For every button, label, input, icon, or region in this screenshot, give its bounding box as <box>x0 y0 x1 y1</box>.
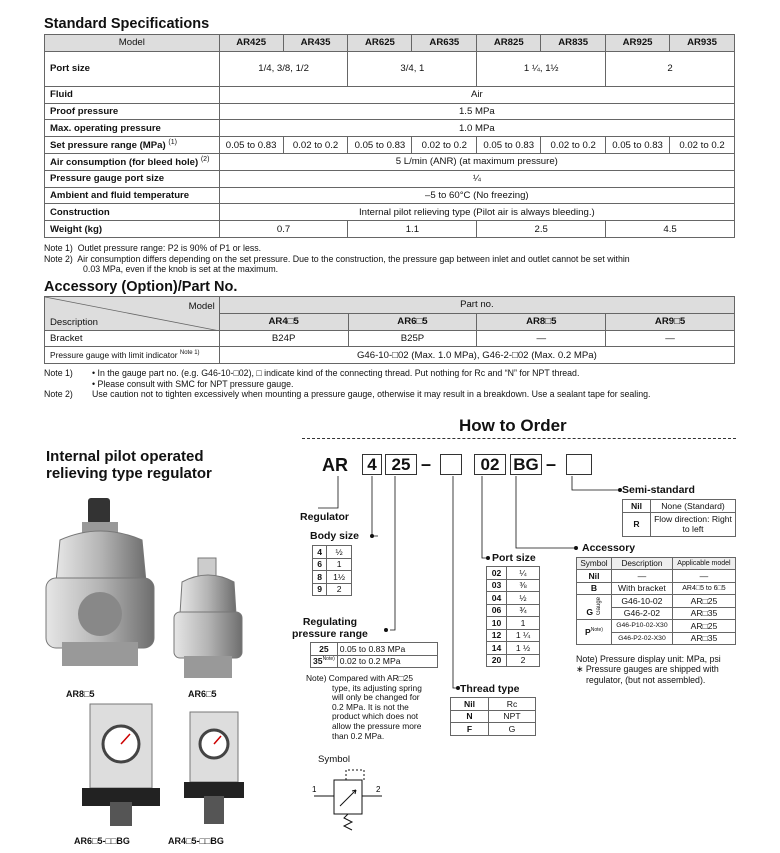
model-col: AR4□5 <box>219 313 348 330</box>
table-row <box>313 546 352 559</box>
cell: Nil <box>451 698 489 711</box>
cell: None (Standard) <box>651 500 736 513</box>
cell: B24P <box>219 330 348 347</box>
note-text: Air consumption differs depending on the set pressure. Due to the construction, the pressure gap between inlet and outlet cannot be set within <box>77 253 630 264</box>
note-line: will only be changed for <box>332 692 420 703</box>
port-size-table <box>486 566 540 667</box>
note-text: Outlet pressure range: P2 is 90% of P1 or less. <box>77 243 262 253</box>
cell: 0.05 to 0.83 MPa <box>337 643 437 656</box>
table-row <box>45 86 735 103</box>
table-row <box>311 655 438 668</box>
table-row <box>45 120 735 137</box>
cell: 20 <box>487 654 507 667</box>
note-tag: Note 1) <box>44 243 73 253</box>
cell: Nil <box>577 570 612 583</box>
thread-type-label: Thread type <box>460 683 520 695</box>
cell: ½ <box>507 592 540 605</box>
ar4-bg-product-image <box>182 710 246 828</box>
note-line: Note) Compared with AR□25 <box>306 673 414 683</box>
table-row <box>451 723 536 736</box>
cell <box>311 655 338 668</box>
pressure-range-label <box>292 616 368 640</box>
model-col: AR825 <box>477 35 541 52</box>
cell: AR□25 <box>672 620 735 633</box>
code-port-size: 02 <box>474 454 506 475</box>
cell: 02 <box>487 567 507 580</box>
accessory-code-label: Accessory <box>582 542 636 554</box>
ar6-bg-product-image <box>78 702 166 828</box>
model-col: AR9□5 <box>606 313 735 330</box>
port-size-label: Port size <box>492 552 536 564</box>
table-row <box>311 643 438 656</box>
ar8-product-image <box>42 492 160 682</box>
code-dash: – <box>421 454 432 474</box>
row-label <box>45 137 220 154</box>
cell: 1.1 <box>348 221 477 238</box>
table-row <box>487 617 540 630</box>
note-tag: Note 2) <box>44 253 73 264</box>
cell: AR4□5 to 6□5 <box>672 582 735 595</box>
cell: 4.5 <box>606 221 735 238</box>
thread-type-table <box>450 697 536 736</box>
cell: Rc <box>489 698 536 711</box>
cell: 2 <box>327 583 352 596</box>
cell: 10 <box>487 617 507 630</box>
cell: 0.02 to 0.2 MPa <box>337 655 437 668</box>
cell: –5 to 60°C (No freezing) <box>219 187 734 204</box>
cell: 0.02 to 0.2 <box>412 137 477 154</box>
model-col: AR8□5 <box>477 313 606 330</box>
cell: ⅜ <box>507 579 540 592</box>
table-row <box>45 221 735 238</box>
desc-model-header <box>45 297 220 331</box>
cell: R <box>623 512 651 536</box>
table-row <box>313 558 352 571</box>
cell: 0.05 to 0.83 <box>348 137 412 154</box>
cell <box>577 620 612 645</box>
code-dash: – <box>546 454 557 474</box>
note-line: than 0.2 MPa. <box>332 730 385 741</box>
cell: 14 <box>487 642 507 655</box>
cell: With bracket <box>611 582 672 595</box>
note-line: allow the pressure more <box>332 720 422 731</box>
cell: 1.5 MPa <box>219 103 734 120</box>
table-row <box>623 512 736 536</box>
row-label <box>45 153 220 170</box>
how-to-order-rule <box>302 438 736 439</box>
header: Symbol <box>577 558 612 570</box>
model-label: Model <box>188 301 215 312</box>
cell: G46-P10-02-X30 <box>611 620 672 633</box>
cell: ¼ <box>219 170 734 187</box>
label-text: Set pressure range (MPa) <box>50 140 166 152</box>
cell: 12 <box>487 629 507 642</box>
table-row <box>313 583 352 596</box>
cell: 0.02 to 0.2 <box>670 137 735 154</box>
cell: 1 <box>507 617 540 630</box>
gauge-word: Gauge <box>595 596 602 615</box>
note-text: 0.03 MPa, even if the knob is set at the maximum. <box>83 264 279 275</box>
cell: ¾ <box>507 604 540 617</box>
cell: 0.02 to 0.2 <box>283 137 348 154</box>
model-col: AR935 <box>670 35 735 52</box>
table-row <box>577 558 736 570</box>
table-row <box>577 620 736 633</box>
table-row <box>45 103 735 120</box>
model-col: AR6□5 <box>348 313 477 330</box>
cell: Air <box>219 86 734 103</box>
label-line: Regulating <box>302 616 358 628</box>
cell: 6 <box>313 558 327 571</box>
cell: — <box>606 330 735 347</box>
regulator-symbol-diagram <box>310 768 390 832</box>
row-label <box>45 347 220 364</box>
cell: B <box>577 582 612 595</box>
row-label: Pressure gauge port size <box>45 170 220 187</box>
cell: 5 L/min (ANR) (at maximum pressure) <box>219 153 734 170</box>
how-to-order-title: How to Order <box>455 416 571 436</box>
note-text: • In the gauge part no. (e.g. G46-10-□02), □ indicate kind of the connecting thread. Put nothing for Rc and “N” for NPT thread. <box>92 368 580 378</box>
cell: AR□35 <box>672 632 735 645</box>
product-caption: AR8□5 <box>66 689 95 699</box>
code-text: G <box>586 607 594 617</box>
ar6-product-image <box>172 556 244 684</box>
cell: G46-10-02 <box>611 595 672 608</box>
cell: 1 ¼, 1½ <box>477 51 606 86</box>
cell: B25P <box>348 330 477 347</box>
note-ref: (2) <box>200 155 210 163</box>
cell: 0.05 to 0.83 <box>477 137 541 154</box>
code-pressure-range: 25 <box>385 454 417 475</box>
note-line: product which does not <box>332 711 419 722</box>
table-row <box>45 170 735 187</box>
cell: — <box>672 570 735 583</box>
model-col: AR625 <box>348 35 412 52</box>
cell: AR□25 <box>672 595 735 608</box>
note-line: regulator, (but not assembled). <box>586 674 706 685</box>
spec-title: Standard Specifications <box>44 16 210 32</box>
semi-standard-table <box>622 499 736 537</box>
table-row <box>487 592 540 605</box>
model-col: AR435 <box>283 35 348 52</box>
cell: AR□35 <box>672 607 735 620</box>
cell: 0.05 to 0.83 <box>606 137 670 154</box>
regulator-label: Regulator <box>300 511 350 523</box>
cell: G46-2-02 <box>611 607 672 620</box>
body-size-label: Body size <box>310 530 360 542</box>
table-row <box>577 582 736 595</box>
cell: ¼ <box>507 567 540 580</box>
cell: G <box>489 723 536 736</box>
note-line: type, its adjusting spring <box>332 682 422 693</box>
note-line: 0.2 MPa. It is not the <box>332 701 409 712</box>
body-size-table <box>312 545 352 596</box>
cell: 2 <box>507 654 540 667</box>
table-row <box>577 595 736 608</box>
table-row <box>487 567 540 580</box>
note-text: Use caution not to tighten excessively when mounting a pressure gauge, otherwise it may result in a breakdown. Use a sealant tape for sealing. <box>92 389 651 400</box>
accessory-table <box>44 296 735 364</box>
header: Applicable model <box>672 558 735 570</box>
row-label: Proof pressure <box>45 103 220 120</box>
row-label: Max. operating pressure <box>45 120 220 137</box>
cell: 1.0 MPa <box>219 120 734 137</box>
table-row <box>487 654 540 667</box>
label-text: Pressure gauge with limit indicator <box>50 350 178 361</box>
table-row <box>487 604 540 617</box>
cell: — <box>477 330 606 347</box>
pressure-range-note <box>306 674 438 741</box>
cell: ½ <box>327 546 352 559</box>
cell: 1/4, 3/8, 1/2 <box>219 51 348 86</box>
accessory-title: Accessory (Option)/Part No. <box>44 279 238 295</box>
table-row <box>45 330 735 347</box>
cell: 1 <box>327 558 352 571</box>
cell: Nil <box>623 500 651 513</box>
table-row <box>577 570 736 583</box>
table-row <box>45 204 735 221</box>
table-row <box>623 500 736 513</box>
cell: 2.5 <box>477 221 606 238</box>
port-1-label: 1 <box>312 785 317 794</box>
row-label: Weight (kg) <box>45 221 220 238</box>
table-row <box>45 51 735 86</box>
note-ref: Note) <box>590 627 603 634</box>
code-prefix: AR <box>322 455 348 475</box>
cell <box>577 595 612 620</box>
title-line: Internal pilot operated <box>46 448 204 465</box>
port-2-label: 2 <box>376 785 381 794</box>
cell: 2 <box>606 51 735 86</box>
table-row <box>487 579 540 592</box>
row-label: Construction <box>45 204 220 221</box>
table-row <box>45 347 735 364</box>
cell: 04 <box>487 592 507 605</box>
partno-header: Part no. <box>219 297 734 314</box>
code-text: 35 <box>313 656 323 667</box>
cell: 9 <box>313 583 327 596</box>
table-row <box>313 571 352 584</box>
cell: 1 ½ <box>507 642 540 655</box>
semi-standard-label: Semi-standard <box>622 484 695 496</box>
cell: G46-P2-02-X30 <box>611 632 672 645</box>
cell: 06 <box>487 604 507 617</box>
cell: G46-10-□02 (Max. 1.0 MPa), G46-2-□02 (Max. 0.2 MPa) <box>219 347 734 364</box>
cell: 25 <box>311 643 338 656</box>
table-row <box>45 153 735 170</box>
code-accessory: BG <box>510 454 542 475</box>
code-text: P <box>584 627 591 637</box>
table-row <box>45 137 735 154</box>
cell: 03 <box>487 579 507 592</box>
cell: 4 <box>313 546 327 559</box>
pressure-range-table <box>310 642 438 668</box>
accessory-code-table <box>576 557 736 645</box>
label-line: pressure range <box>292 628 368 640</box>
accessory-code-notes <box>576 654 721 685</box>
product-caption: AR4□5-□□BG <box>168 836 224 846</box>
accessory-notes <box>44 368 764 400</box>
cell: 0.02 to 0.2 <box>541 137 606 154</box>
cell: 8 <box>313 571 327 584</box>
note-tag: Note 2) <box>44 389 73 400</box>
cell: 0.05 to 0.83 <box>219 137 283 154</box>
table-row <box>45 35 735 52</box>
table-row <box>487 642 540 655</box>
model-header: Model <box>45 35 220 52</box>
cell: Internal pilot relieving type (Pilot air is always bleeding.) <box>219 204 734 221</box>
table-row <box>45 297 735 314</box>
model-col: AR835 <box>541 35 606 52</box>
cell: N <box>451 710 489 723</box>
cell: 0.7 <box>219 221 348 238</box>
note-ref: Note) <box>322 656 335 663</box>
model-col: AR635 <box>412 35 477 52</box>
note-ref: Note 1) <box>179 350 200 357</box>
note-text: • Please consult with SMC for NPT pressure gauge. <box>92 378 294 389</box>
cell: F <box>451 723 489 736</box>
cell: NPT <box>489 710 536 723</box>
symbol-label: Symbol <box>318 754 350 765</box>
cell: 1½ <box>327 571 352 584</box>
code-body-size: 4 <box>362 454 382 475</box>
cell: — <box>611 570 672 583</box>
table-row <box>45 187 735 204</box>
row-label: Port size <box>45 51 220 86</box>
title-line: relieving type regulator <box>46 465 212 482</box>
spec-notes <box>44 243 744 275</box>
product-title <box>46 448 212 482</box>
label-text: Air consumption (for bleed hole) <box>50 156 199 168</box>
cell: 1 ¼ <box>507 629 540 642</box>
desc-label: Description <box>50 316 98 328</box>
product-caption: AR6□5-□□BG <box>74 836 130 846</box>
row-label: Fluid <box>45 86 220 103</box>
model-col: AR925 <box>606 35 670 52</box>
product-caption: AR6□5 <box>188 689 217 699</box>
note-line: Note) Pressure display unit: MPa, psi <box>576 654 721 664</box>
row-label: Bracket <box>45 330 220 347</box>
spec-table <box>44 34 735 238</box>
row-label: Ambient and fluid temperature <box>45 187 220 204</box>
note-ref: (1) <box>168 138 177 146</box>
note-line: ∗ Pressure gauges are shipped with <box>576 664 719 675</box>
table-row <box>451 698 536 711</box>
cell: Flow direction: Right to left <box>651 512 736 536</box>
note-tag: Note 1) <box>44 368 73 378</box>
cell: 3/4, 1 <box>348 51 477 86</box>
model-col: AR425 <box>219 35 283 52</box>
header: Description <box>611 558 672 570</box>
table-row <box>451 710 536 723</box>
table-row <box>487 629 540 642</box>
